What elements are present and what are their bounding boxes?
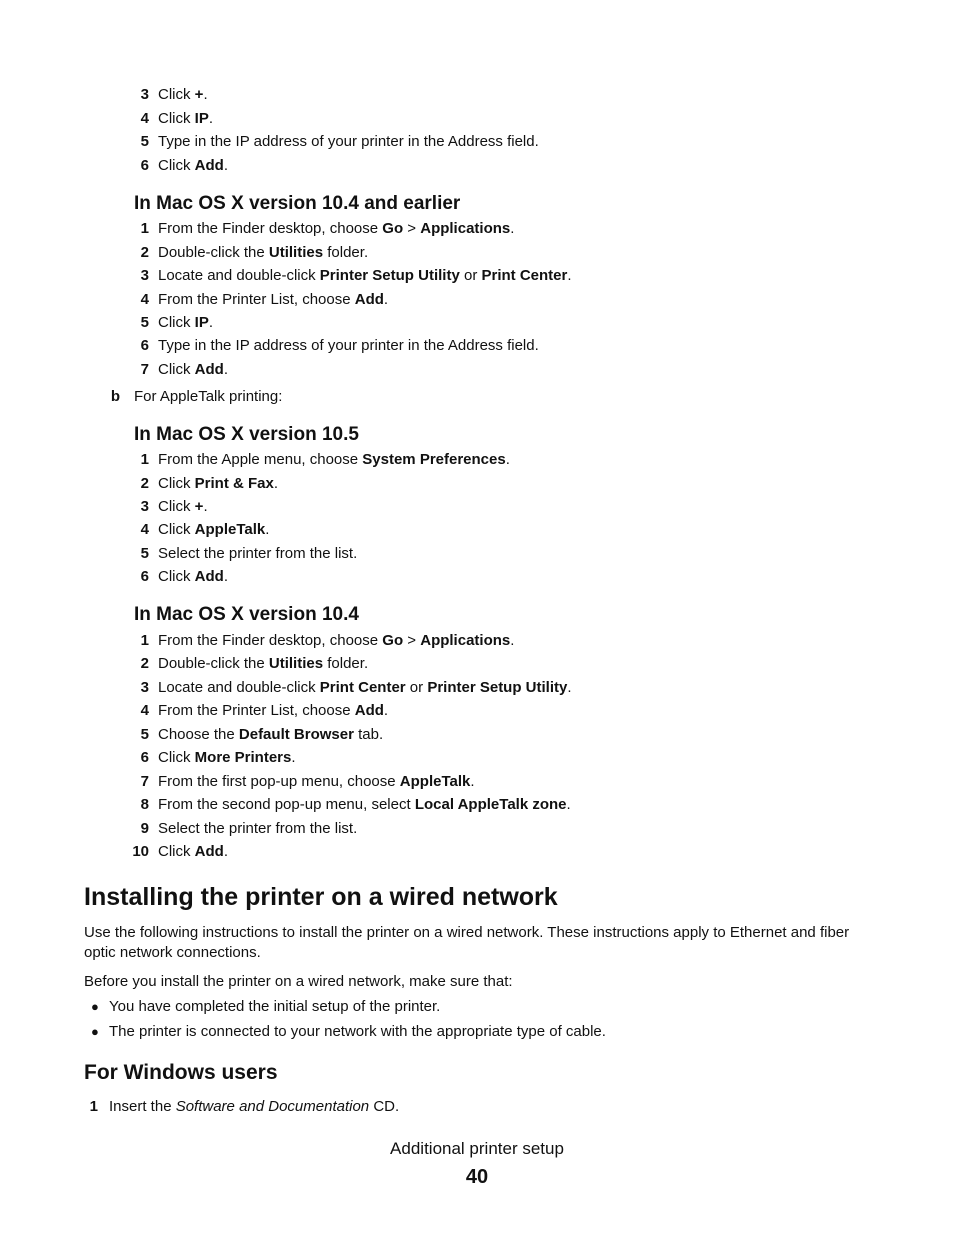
step-text: Click +. (158, 498, 208, 515)
step-text: Locate and double-click Printer Setup Utility or Print Center. (158, 267, 572, 284)
page-number: 40 (465, 1166, 489, 1188)
step-text: Click Add. (158, 157, 229, 174)
step-text: Select the printer from the list. (158, 820, 358, 837)
step-text: Click More Printers. (158, 749, 296, 766)
step-text: Locate and double-click Print Center or Printer Setup Utility. (158, 679, 572, 696)
bullet-dot: ● (91, 999, 99, 1014)
intro-paragraph: Use the following instructions to install the printer on a wired network. These instructions apply to Ethernet and fiber optic network connections. (84, 924, 850, 961)
step-number: 3 (140, 86, 149, 103)
step-text: Double-click the Utilities folder. (158, 655, 369, 672)
step-number: 7 (140, 773, 149, 790)
step-text: From the Printer List, choose Add. (158, 702, 389, 719)
step-text: Click Add. (158, 568, 229, 585)
step-text: Select the printer from the list. (158, 545, 358, 562)
step-number: 3 (140, 267, 149, 284)
step-number: 9 (140, 820, 149, 837)
step-number: 6 (140, 157, 149, 174)
step-text: From the first pop-up menu, choose AppleTalk. (158, 773, 475, 790)
section-title: Installing the printer on a wired network (84, 883, 558, 911)
step-text: From the Printer List, choose Add. (158, 291, 389, 308)
step-number: 7 (140, 361, 149, 378)
step-number: 2 (140, 244, 149, 261)
step-text: Type in the IP address of your printer in the Address field. (158, 337, 539, 354)
heading-10-4-and-earlier: In Mac OS X version 10.4 and earlier (134, 193, 461, 214)
step-number: 1 (89, 1098, 98, 1115)
step-number: 4 (140, 521, 149, 538)
footer-label: Additional printer setup (390, 1139, 564, 1158)
step-text: From the Finder desktop, choose Go > Applications. (158, 632, 515, 649)
step-text: From the Apple menu, choose System Preferences. (158, 451, 510, 468)
step-text: From the second pop-up menu, select Local AppleTalk zone. (158, 796, 571, 813)
sub-item-letter: b (110, 388, 120, 405)
heading-10-4: In Mac OS X version 10.4 (134, 604, 359, 625)
step-number: 6 (140, 568, 149, 585)
step-number: 4 (140, 702, 149, 719)
step-text: Click Add. (158, 843, 229, 860)
step-number: 3 (140, 498, 149, 515)
step-text: Type in the IP address of your printer in the Address field. (158, 133, 539, 150)
step-number: 6 (140, 337, 149, 354)
step-text: Click IP. (158, 110, 214, 127)
step-text: Click +. (158, 86, 208, 103)
step-text: Choose the Default Browser tab. (158, 726, 384, 743)
step-number: 1 (140, 451, 149, 468)
step-text: Click Add. (158, 361, 229, 378)
step-number: 5 (140, 726, 149, 743)
step-text: Insert the Software and Documentation CD. (109, 1098, 400, 1115)
step-number: 2 (140, 475, 149, 492)
bullet-text: The printer is connected to your network with the appropriate type of cable. (109, 1023, 606, 1040)
sub-item-text: For AppleTalk printing: (134, 388, 283, 405)
step-number: 6 (140, 749, 149, 766)
step-number: 2 (140, 655, 149, 672)
step-number: 4 (140, 110, 149, 127)
step-text: From the Finder desktop, choose Go > Applications. (158, 220, 515, 237)
step-number: 1 (140, 220, 149, 237)
step-text: Double-click the Utilities folder. (158, 244, 369, 261)
step-number: 1 (140, 632, 149, 649)
step-number: 5 (140, 133, 149, 150)
step-text: Click AppleTalk. (158, 521, 270, 538)
bullet-dot: ● (91, 1024, 99, 1039)
step-number: 4 (140, 291, 149, 308)
step-number: 8 (140, 796, 149, 813)
before-text: Before you install the printer on a wired network, make sure that: (84, 973, 513, 990)
step-number: 10 (132, 843, 149, 860)
step-text: Click IP. (158, 314, 214, 331)
bullet-text: You have completed the initial setup of the printer. (109, 998, 441, 1015)
step-number: 3 (140, 679, 149, 696)
step-number: 5 (140, 314, 149, 331)
step-text: Click Print & Fax. (158, 475, 279, 492)
heading-10-5: In Mac OS X version 10.5 (134, 424, 359, 445)
windows-heading: For Windows users (84, 1061, 278, 1084)
step-number: 5 (140, 545, 149, 562)
